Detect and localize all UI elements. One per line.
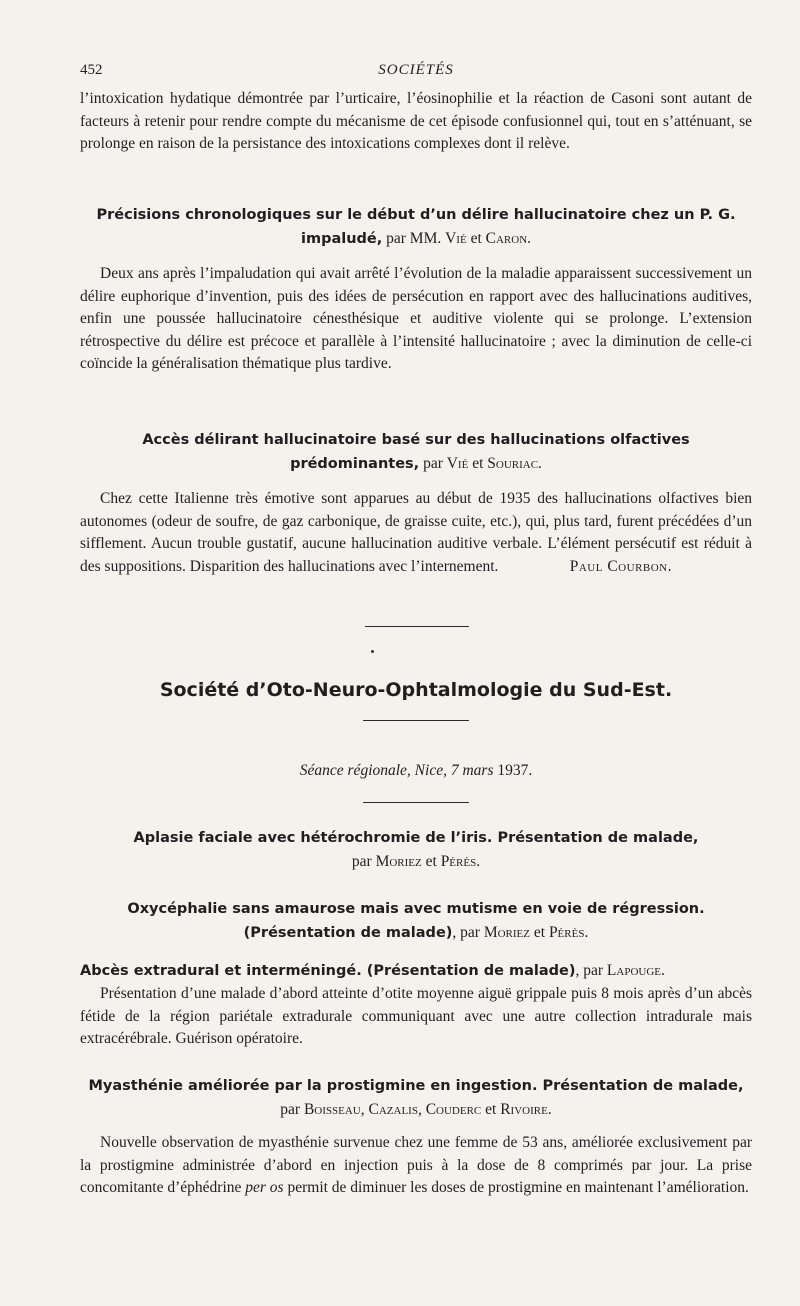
- author: Pérès: [440, 853, 477, 870]
- article-3-heading: Aplasie faciale avec hétérochromie de l’iris. Présentation de malade, par Moriez et Pérès.: [133, 830, 699, 870]
- section-divider: [365, 626, 469, 627]
- running-head: [80, 62, 752, 82]
- article-6-body: Nouvelle observation de myasthénie survenue chez une femme de 53 ans, améliorée exclusivement par la prostigmine administrée d’abord en injection puis à la dose de 8 comprimés par jour. La prise concomitante d’éphédrine per os permit de diminuer les doses de prostigmine en maintenant l’amélioration.: [80, 1134, 752, 1196]
- article-3: [80, 826, 752, 874]
- author: Vié: [446, 455, 469, 472]
- signature: Paul Courbon.: [569, 557, 672, 575]
- author: Vié: [445, 230, 467, 247]
- article-1-title: Précisions chronologiques sur le début d’un délire hallucinatoire chez un P. G. impaludé,: [96, 207, 736, 247]
- page-number: 452: [80, 62, 103, 78]
- article-2-title: Accès délirant hallucinatoire basé sur des hallucinations olfactives prédominantes,: [142, 432, 690, 472]
- session-rule: [363, 802, 469, 803]
- author: Moriez: [483, 924, 530, 941]
- author: Souriac: [487, 455, 539, 472]
- article-6-title: Myasthénie améliorée par la prostigmine en ingestion. Présentation de malade,: [88, 1078, 744, 1094]
- author: Lapouge: [606, 962, 662, 979]
- article-4-title: Oxycéphalie sans amaurose mais avec mutisme en voie de régression.: [127, 901, 705, 917]
- article-4-heading: Oxycéphalie sans amaurose mais avec mutisme en voie de régression. (Présentation de malade), par Moriez et Pérès.: [127, 901, 705, 941]
- running-title: SOCIÉTÉS: [378, 62, 454, 78]
- intro-paragraph-block: [80, 88, 752, 156]
- author: Cazalis: [368, 1101, 418, 1118]
- article-5: [80, 959, 752, 1051]
- article-2: [80, 428, 752, 578]
- author: Boisseau: [303, 1101, 361, 1118]
- author: Rivoire: [500, 1101, 548, 1118]
- article-5-body: Présentation d’une malade d’abord atteinte d’otite moyenne aiguë grippale puis 8 mois après d’un abcès fétide de la région pariétale extradurale communiquant avec une autre collection intradurale mais extracérébrale. Guérison opératoire.: [80, 985, 752, 1047]
- article-5-heading: Abcès extradural et interméningé. (Présentation de malade), par Lapouge.: [80, 962, 665, 979]
- article-1-body: Deux ans après l’impaludation qui avait arrêté l’évolution de la maladie apparaissent successivement un délire euphorique d’invention, puis des idées de persécution en rapport avec des hallucinations auditives, enfin une poussée hallucinatoire cénesthésique et auditive violente qui se prolonge. L’extension rétrospective du délire est précoce et parallèle à l’intensité hallucinatoire ; avec la diminution de celle-ci coïncide la généralisation thématique plus tardive.: [80, 265, 752, 372]
- article-2-body: Chez cette Italienne très émotive sont apparues au début de 1935 des hallucinations olfactives bien autonomes (odeur de soufre, de gaz carbonique, de graisse cuite, etc.), qui, plus tard, furent précédées d’un sifflement. Aucun trouble gustatif, aucune hallucination auditive verbale. L’élément persécutif est réduit à des suppositions. Disparition des hallucinations avec l’internement. Paul Courbon.: [80, 488, 752, 578]
- article-2-heading: Accès délirant hallucinatoire basé sur des hallucinations olfactives prédominantes, par Vié et Souriac.: [142, 432, 690, 472]
- ink-dot: [371, 650, 374, 653]
- author: Moriez: [375, 853, 422, 870]
- society-title-rule: [363, 720, 469, 721]
- author: Couderc: [425, 1101, 482, 1118]
- article-5-title: Abcès extradural et interméningé. (Présentation de malade): [80, 963, 576, 979]
- article-6: [80, 1074, 752, 1200]
- article-4-title-2: (Présentation de malade): [243, 925, 453, 941]
- author: Pérès: [548, 924, 585, 941]
- article-4: [80, 897, 752, 945]
- session-line: Séance régionale, Nice, 7 mars 1937.: [299, 762, 533, 779]
- article-1: [80, 203, 752, 376]
- author: Caron: [485, 230, 528, 247]
- article-6-heading: Myasthénie améliorée par la prostigmine en ingestion. Présentation de malade, par Boisseau, Cazalis, Couderc et Rivoire.: [88, 1078, 744, 1118]
- article-3-title: Aplasie faciale avec hétérochromie de l’iris. Présentation de malade,: [133, 830, 699, 846]
- intro-paragraph: l’intoxication hydatique démontrée par l’urticaire, l’éosinophilie et la réaction de Casoni sont autant de facteurs à retenir pour rendre compte du mécanisme de cet épisode confusionnel qui, tout en s’atténuant, se prolonge en raison de la persistance des intoxications complexes dont il relève.: [80, 90, 752, 152]
- article-1-heading: Précisions chronologiques sur le début d’un délire hallucinatoire chez un P. G. impaludé, par MM. Vié et Caron.: [96, 207, 736, 247]
- society-title: Société d’Oto-Neuro-Ophtalmologie du Sud-Est.: [159, 679, 673, 701]
